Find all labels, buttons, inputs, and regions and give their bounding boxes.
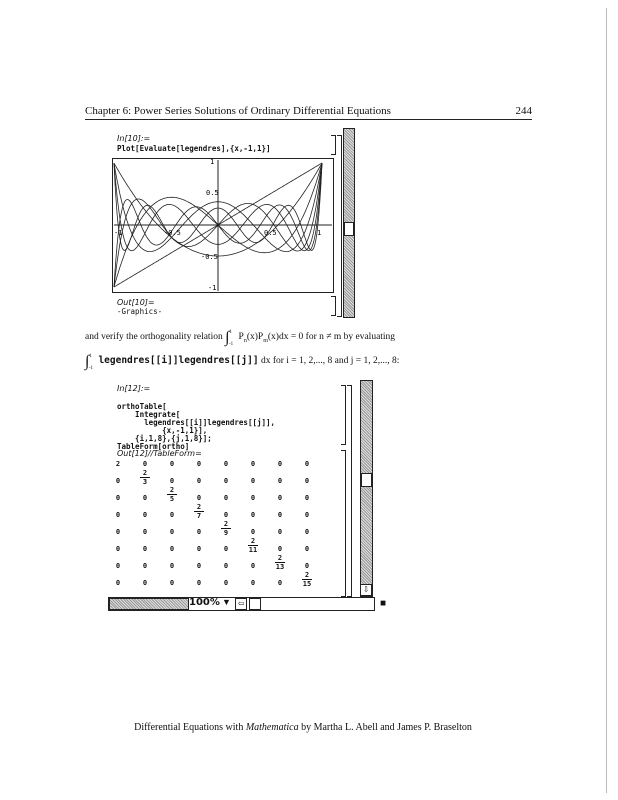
header-rule	[85, 119, 532, 120]
table-cell: 0	[169, 477, 175, 485]
table-cell: 0	[169, 579, 175, 587]
scrollbar-thumb-2[interactable]	[361, 473, 372, 487]
table-cell: 2 7	[194, 503, 204, 520]
table-cell: 0	[277, 460, 283, 468]
chapter-title: Chapter 6: Power Series Solutions of Ordinary Differential Equations	[85, 105, 391, 117]
page-edge-line	[606, 8, 607, 793]
table-cell: 0	[196, 528, 202, 536]
table-cell: 0	[115, 545, 121, 553]
table-cell: 0	[250, 460, 256, 468]
cell-bracket-output-12[interactable]	[341, 450, 346, 597]
table-cell: 0	[277, 545, 283, 553]
table-cell: 0	[223, 511, 229, 519]
page-footer: Differential Equations with Mathematica by Martha L. Abell and James P. Braselton	[134, 722, 472, 733]
scroll-left-arrow-icon[interactable]: ⇦	[235, 598, 247, 610]
ortho-table	[113, 460, 333, 595]
table-cell: 0	[223, 477, 229, 485]
legendre-plot	[112, 158, 334, 293]
table-cell: 2 5	[167, 486, 177, 503]
table-cell: 0	[304, 511, 310, 519]
table-cell: 0	[277, 511, 283, 519]
y-tick-1: 1	[210, 158, 215, 166]
table-cell: 0	[250, 579, 256, 587]
in-label-10: In[10]:=	[117, 134, 151, 143]
cell-bracket-group[interactable]	[337, 135, 342, 317]
integral-sign: ∫	[85, 353, 90, 370]
out-label-10: Out[10]=	[117, 298, 155, 307]
table-cell: 0	[115, 528, 121, 536]
x-tick-1: 1	[317, 229, 322, 237]
table-cell: 0	[250, 528, 256, 536]
y-tick-neg0.5: -0.5	[201, 253, 218, 261]
table-cell: 0	[115, 579, 121, 587]
table-cell: 0	[304, 545, 310, 553]
table-cell: 0	[223, 460, 229, 468]
y-tick-neg1: -1	[208, 284, 217, 292]
table-cell: 0	[142, 460, 148, 468]
table-cell: 0	[250, 562, 256, 570]
x-tick-neg0.5: -0.5	[164, 229, 181, 237]
table-cell: 0	[304, 477, 310, 485]
graphics-output: -Graphics-	[117, 307, 163, 316]
orthogonality-sentence: and verify the orthogonality relation ∫$^1_{-1}$ $P_n(x)P_m(x)dx = 0$ for n ≠ m by evaluating	[85, 329, 396, 347]
table-cell: 0	[304, 494, 310, 502]
table-cell: 2 3	[140, 469, 150, 486]
table-cell: 0	[115, 494, 121, 502]
table-cell: 0	[142, 579, 148, 587]
table-cell: 2 11	[248, 537, 258, 554]
table-cell: 0	[169, 562, 175, 570]
integral-sign: ∫	[225, 329, 230, 346]
table-cell: 0	[304, 528, 310, 536]
table-cell: 0	[169, 545, 175, 553]
scroll-box[interactable]	[249, 598, 261, 610]
x-tick-0.5: 0.5	[264, 229, 277, 237]
cell-bracket-output[interactable]	[331, 296, 336, 316]
table-cell: 0	[304, 562, 310, 570]
horizontal-track[interactable]	[262, 598, 372, 608]
in-label-12: In[12]:=	[117, 384, 151, 393]
evaluation-sentence: ∫$^1_{-1}$ legendres[[i]]legendres[[j]] dx for i = 1, 2,..., 8 and j = 1, 2,..., 8:	[85, 353, 400, 371]
horizontal-scrollbar[interactable]	[109, 598, 189, 610]
vertical-scrollbar-2[interactable]	[360, 380, 373, 597]
ortho-code[interactable]: orthoTable[ Integrate[ legendres[[i]]legendres[[j]], {x,-1,1}], {i,1,8},{j,1,8}]; TableForm[ortho]	[117, 402, 276, 451]
table-cell: 0	[277, 494, 283, 502]
table-cell: 0	[223, 579, 229, 587]
plot-command[interactable]: Plot[Evaluate[legendres],{x,-1,1}]	[117, 144, 271, 153]
table-cell: 0	[115, 562, 121, 570]
table-cell: 0	[169, 460, 175, 468]
page-number: 244	[515, 105, 532, 117]
table-cell: 0	[115, 477, 121, 485]
page-header	[85, 105, 532, 119]
table-cell: 0	[250, 477, 256, 485]
table-cell: 0	[196, 477, 202, 485]
table-cell: 0	[142, 494, 148, 502]
x-tick-neg1: -1	[114, 229, 123, 237]
cell-bracket-input-12[interactable]	[341, 385, 346, 445]
scrollbar-thumb[interactable]	[344, 222, 354, 236]
table-cell: 0	[250, 494, 256, 502]
table-cell: 0	[277, 528, 283, 536]
table-cell: 0	[196, 562, 202, 570]
zoom-level[interactable]: 100%	[189, 597, 220, 608]
table-cell: 0	[223, 494, 229, 502]
table-cell: 0	[142, 511, 148, 519]
table-cell: 0	[196, 460, 202, 468]
table-cell: 0	[142, 562, 148, 570]
table-cell: 0	[250, 511, 256, 519]
window-status-bar	[108, 597, 375, 611]
table-cell: 0	[277, 579, 283, 587]
table-cell: 2	[115, 460, 121, 468]
table-cell: 0	[142, 528, 148, 536]
table-cell: 0	[223, 562, 229, 570]
table-cell: 0	[169, 528, 175, 536]
out-label-12: Out[12]//TableForm=	[117, 449, 202, 458]
table-cell: 0	[196, 579, 202, 587]
table-cell: 0	[223, 545, 229, 553]
table-cell: 0	[196, 494, 202, 502]
table-cell: 0	[142, 545, 148, 553]
scroll-down-arrow-icon[interactable]: ⇩	[360, 584, 372, 596]
table-cell: 0	[169, 511, 175, 519]
cell-bracket-input[interactable]	[331, 135, 336, 155]
table-cell: 0	[115, 511, 121, 519]
y-tick-0.5: 0.5	[206, 189, 219, 197]
table-cell: 2 15	[302, 571, 312, 588]
table-cell: 0	[277, 477, 283, 485]
zoom-dropdown-icon[interactable]: ▼	[222, 597, 231, 607]
table-cell: 2 13	[275, 554, 285, 571]
table-cell: 2 9	[221, 520, 231, 537]
cell-bracket-group-12[interactable]	[347, 385, 352, 597]
end-of-example-mark: ■	[380, 598, 387, 609]
table-cell: 0	[304, 460, 310, 468]
table-cell: 0	[196, 545, 202, 553]
